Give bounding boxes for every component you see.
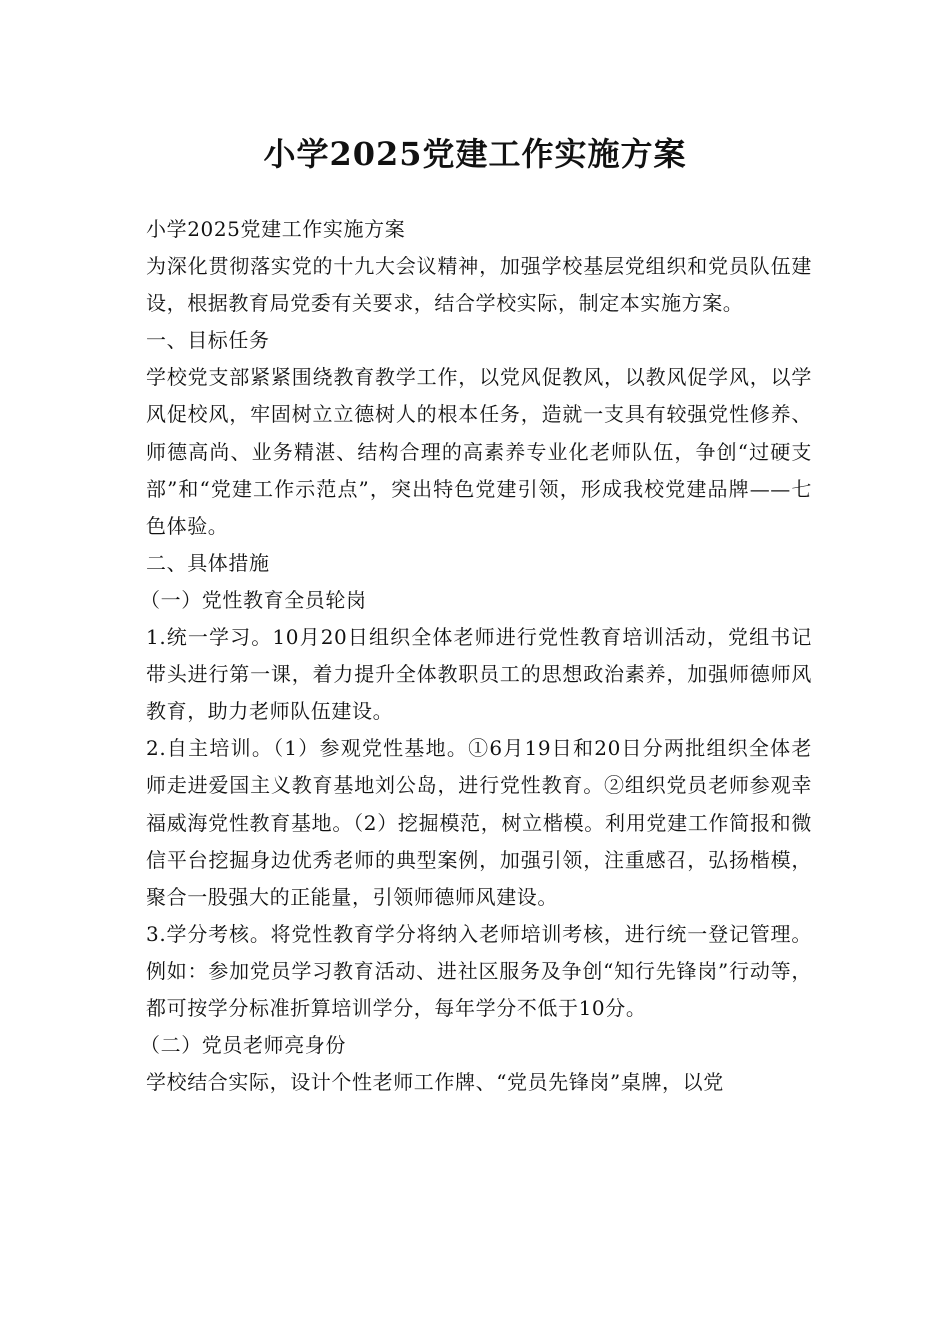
item-paragraph-2: 2.自主培训。（1）参观党性基地。①6月19日和20日分两批组织全体老师走进爱国主义教育基地刘公岛，进行党性教育。②组织党员老师参观幸福威海党性教育基地。（2）挖掘模范，树立楷模。利用党建工作简报和微信平台挖掘身边优秀老师的典型案例，加强引领，注重感召，弘扬楷模，聚合一股强大的正能量，引领师德师风建设。 — [146, 736, 812, 909]
item-paragraph-3: 3.学分考核。将党性教育学分将纳入老师培训考核，进行统一登记管理。例如：参加党员学习教育活动、进社区服务及争创“知行先锋岗”行动等，都可按学分标准折算培训学分，每年学分不低于10分。 — [146, 921, 812, 1020]
section-heading-measures: 二、具体措施 — [146, 550, 270, 575]
section-heading-goals: 一、目标任务 — [146, 328, 270, 353]
intro-paragraph: 为深化贯彻落实党的十九大会议精神，加强学校基层党组织和党员队伍建设，根据教育局党委有关要求，结合学校实际，制定本实施方案。 — [146, 254, 812, 316]
subsection-heading-2: （二）党员老师亮身份 — [140, 1033, 346, 1058]
subtitle-line: 小学2025党建工作实施方案 — [146, 217, 406, 241]
item-paragraph-1: 1.统一学习。10月20日组织全体老师进行党性教育培训活动，党组书记带头进行第一课，着力提升全体教职员工的思想政治素养，加强师德师风教育，助力老师队伍建设。 — [146, 625, 812, 724]
item-paragraph-4: 学校结合实际，设计个性老师工作牌、“党员先锋岗”桌牌，以党 — [146, 1070, 724, 1095]
subsection-heading-1: （一）党性教育全员轮岗 — [140, 587, 367, 612]
document-title: 小学2025党建工作实施方案 — [263, 135, 687, 173]
goals-paragraph: 学校党支部紧紧围绕教育教学工作，以党风促教风，以教风促学风，以学风促校风，牢固树立立德树人的根本任务，造就一支具有较强党性修养、师德高尚、业务精湛、结构合理的高素养专业化老师队伍，争创“过硬支部”和“党建工作示范点”，突出特色党建引领，形成我校党建品牌——七色体验。 — [146, 365, 812, 538]
document-body — [140, 211, 812, 1101]
